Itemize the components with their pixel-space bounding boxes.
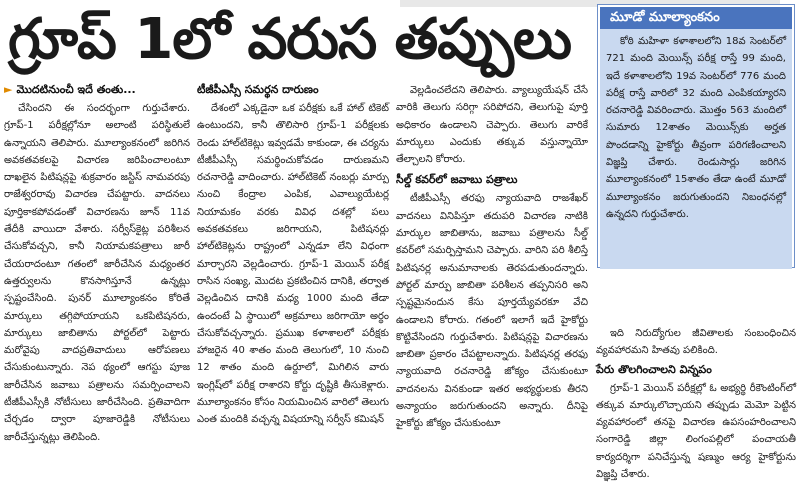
subheading-4: పేరు తొలగించాలని విన్నపం [596, 362, 712, 376]
paragraph: దేశంలో ఎక్కడైనా ఒక పరీక్షకు ఒకే హాల్ టికెట్ ఉంటుందని, కానీ తొలిసారి గ్రూప్-1 పరీక్షలకు రెండు హాల్‌టికెట్లు ఇవ్వడమే కాకుండా, ఈ చర్యను టీజీపీఎస్సీ సమర్థించుకోవడం దారుణమని రచనారెడ్డి వాదించారు. హాల్‌టికెట్ నంబర్లు మార్పు నుంచి కేంద్రాల ఎంపిక, ఎవాల్యుయేటర్ల నియామకం వరకు వివిధ దశల్లో పలు అవకతవకలు జరిగాయని, పిటిషనర్లు హాల్‌టికెట్లను రాష్ట్రంలో ఎన్నడూ లేని విధంగా మార్చారని వెల్లడించారు. గ్రూప్-1 మెయిన్ పరీక్ష రాసిన సంఖ్య, మొదట ప్రకటించిన దానికి, తర్వాత వెల్లడించిన దానికి మధ్య 1000 మంది తేడా ఉందంటే ఏ స్థాయిలో అక్రమాలు జరిగాయో అర్థం చేసుకోవచ్చన్నారు. ప్రముఖ కళాశాలలో పరీక్షకు హాజరైన 40 శాతం మంది తెలుగులో, 10 నుంచి 12 శాతం మంది ఉర్దూలో, మిగిలిన వారు ఇంగ్లిష్‌లో పరీక్ష రాశారని కోర్టు దృష్టికి తీసుకెళ్లారు. మూల్యాంకనం కోసం నియమించిన వారిలో తెలుగు ఎంత మందికి వచ్చన్న విషయాన్ని సర్వీస్ కమిషన్ [197, 103, 389, 426]
arrow-icon: ► [4, 83, 13, 96]
subheading-1: ► మొదటినుంచీ ఇదే తంతు... [4, 83, 136, 96]
paragraph: కోఠి మహిళా కళాశాలలోని 18వ సెంటర్‌లో 721 మంది మెయిన్స్ పరీక్ష రాస్తే 99 మంది, ఇదే కళాశాలలోని 19వ సెంటర్‌లో 776 మంది పరీక్ష రాస్తే వారిలో 32 మంది ఎంపికయ్యారని రచనారెడ్డి వివరించారు. మొత్తం 563 మందిలో సుమారు 12శాతం మెయిన్స్‌కు అర్హత పొందడాన్ని హైకోర్టు తీవ్రంగా పరిగణించాలని విజ్ఞప్తి చేశారు. రెండుసార్లు జరిగిన మూల్యాంకనంలో 15శాతం తేడా ఉంటే మూడో మూల్యాంకనం జరుగుతుందని నిబంధనల్లో ఉన్నదని గుర్తుచేశారు. [606, 36, 786, 220]
paragraph: టీజీపీఎస్సీ తరఫు న్యాయవాది రాజశేఖర్ వాదనలు వినిపిస్తూ తదుపరి విచారణ నాటికి మార్కుల జాబితాను, జవాబు పత్రాలను సీల్డ్ కవర్‌లో సమర్పిస్తామని చెప్పారు. వారిని పరి శీలిస్తే పిటిషనర్ల అనుమానాలకు తెరపడుతుందన్నారు. పోర్టల్ మార్పు జాబితా పరిశీలన తప్పనిసరి అని స్పష్టమైనందున కేసు పూర్తయ్యేవరకూ వేచి ఉండాలని కోరారు. గతంలో ఇలాగే ఇదే హైకోర్టు కొట్టివేసిందని గుర్తుచేశారు. పిటిషన్లపై విచారణను జాబితా ప్రకారం చేపట్టాలన్నారు. పిటిషనర్ల తరఫు న్యాయవాది రచనారెడ్డి జోక్యం చేసుకుంటూ వాదనలను వినకుండా ఇతర అభ్యర్థులకు తీరని అన్యాయం జరుగుతుందని అన్నారు. దీనిపై హైకోర్టు జోక్యం చేసుకుంటూ [396, 193, 588, 430]
subheading-3: సీల్డ్ కవర్‌లో జవాబు పత్రాలు [396, 173, 518, 187]
column-2 [197, 82, 389, 449]
column-4 [596, 325, 796, 481]
paragraph: గ్రూప్-1 మెయిన్ పరీక్షల్లో ఓ అభ్యర్థి రీకౌంటింగ్‌లో తక్కువ మార్కులొచ్చాయని తప్పుడు మెమో పెట్టిన వ్యవహారంలో తనపై విచారణ ఉపసంహరించాలని సంగారెడ్డి జిల్లా లింగంపల్లిలో పంచాయతీ కార్యదర్శిగా పనిచేస్తున్న షణ్ముం ఆర్య హైకోర్టును విజ్ఞప్తి చేశారు. [596, 382, 796, 481]
subheading-2: టీజీపీఎస్సీ సమర్థన దారుణం [197, 83, 319, 96]
column-1 [4, 82, 190, 449]
sidebar-box [597, 4, 795, 268]
paragraph: చేసిందని ఈ సందర్భంగా గుర్తుచేశారు. గ్రూప్-1 పరీక్షల్లోనూ అలాంటి పరిస్థితులే ఉన్నాయని తెలిపారు. మూల్యాంకనంలో జరిగిన అవకతవకలపై విచారణ జరిపించాలంటూ దాఖలైన పిటిషన్లపై శుక్రవారం జస్టిస్ నామవరపు రాజేశ్వరరావు విచారణ చేపట్టారు. వాదనలు పూర్తికాకపోవడంతో విచారణను జూన్ 11వ తేదీకి వాయిదా వేశారు. సర్వీస్‌కైట్ల పరిశీలన చేసుకోవచ్చని, కానీ నియామకపత్రాలు జారీ చేయరాదంటూ గతంలో జారీచేసిన మధ్యంతర ఉత్తర్వులను కొనసాగిస్తూనే ఉన్నట్లు స్పష్టంచేసింది. పునర్ మూల్యాంకనం కోరితే మార్కులు తగ్గిపోయాయని ఒకపిటిషనరు, మార్కులు జాబితాను పోర్టల్‌లో పెట్టారు మరోవైపు వాదప్రతివాదులు ఆరోపణలు చేసుకుంటున్నారు. నెప థ్యంలో ఆగస్టు పూజ జారీచేసిన జవాబు పత్రాలను సమర్పించాలని టీజీపీఎస్సీకి నోటీసులు జారీచేసింది. ప్రతివాదిగా చేర్చడం ద్వారా పూజారెడ్డికి నోటీసులు జారీచేస్తున్నట్లు తెలిపింది. [4, 103, 190, 443]
paragraph: ఇది నిరుద్యోగుల జీవితాలకు సంబంధించిన వ్యవహారమని హితవు పలికింది. [596, 328, 796, 357]
box-body [600, 29, 792, 269]
headline: గ్రూప్ 1లో వరుస తప్పులు [8, 7, 572, 72]
paragraph: వెల్లడించలేదని తెలిపారు. వ్యాల్యుయేషన్ చేసే వారికి తెలుగు సరిగ్గా సరిపోదని, తెలుగుపై పూర్తి అధికారం ఉండాలని చెప్పారు. తెలుగు వారికే మార్కులు ఎందుకు తక్కువ వస్తున్నాయో తేల్చాలని కోరారు. [396, 85, 588, 166]
box-title: మూడో మూల్యాంకనం [600, 7, 792, 29]
column-3 [396, 82, 588, 449]
